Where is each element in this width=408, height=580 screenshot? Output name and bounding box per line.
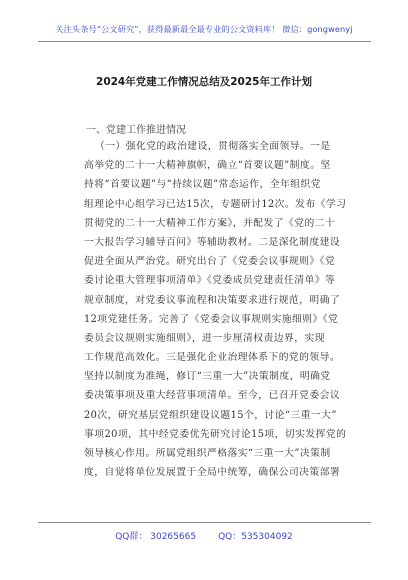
- body-line: 度，自觉将单位发展置于全局中统筹，确保公司决策部署: [84, 467, 341, 479]
- body-line: 促进全面从严治党。研究出台了《党委会议事规则》《党: [84, 256, 336, 268]
- document-body: [84, 137, 352, 482]
- body-line: 坚持以制度为准绳，修订“三重一大”决策制度，明确党: [84, 371, 331, 383]
- footer-divider: [38, 522, 371, 523]
- body-line: 事项20项，其中经党委优先研究讨论15项，切实发挥党的: [84, 428, 347, 440]
- body-line: 高举党的二十一大精神旗帜，确立“首要议题”制度。坚: [84, 160, 331, 172]
- document-title: 2024年党建工作情况总结及2025年工作计划: [96, 76, 312, 88]
- body-line: 工作规范高效化。三是强化企业治理体系下的党的领导。: [84, 352, 341, 364]
- header-divider: [38, 41, 371, 42]
- body-line: 规章制度，对党委议事流程和决策要求进行规范，明确了: [84, 294, 341, 306]
- body-line: 20次，研究基层党组织建设议题15个，讨论“三重一大”: [84, 409, 337, 421]
- section-heading: 一、党建工作推进情况: [86, 125, 186, 136]
- body-line: 组理论中心组学习已达15次，专题研讨12次。发布《学习: [84, 198, 347, 210]
- body-line: 持将“首要议题”与“持续议题”常态运作，全年组织党: [84, 179, 322, 191]
- body-line: （一）强化党的政治建设，贯彻落实全面领导。一是: [95, 141, 331, 152]
- body-line: 12项党建任务。完善了《党委会议事规则实施细则》《党: [84, 313, 339, 325]
- body-line: 委讨论重大管理事项清单》《党委成员党建责任清单》等: [84, 275, 336, 287]
- footer-qq-number: QQ：535304092: [218, 532, 293, 542]
- body-line: 委决策事项及重大经营事项清单。至今，已召开党委会议: [84, 390, 341, 402]
- body-line: 贯彻党的二十一大精神工作方案》，并配发了《党的二十: [84, 217, 336, 229]
- body-line: 委员会议规则实施细则》，进一步厘清权责边界，实现: [84, 332, 326, 344]
- footer-qq-group: QQ群： 30265665: [115, 532, 197, 542]
- header-banner: 关注头条号“公文研究”，获得最新最全最专业的公文资料库！ 微信：gongwenyj: [55, 24, 353, 34]
- body-line: 领导核心作用。所属党组织严格落实“三重一大”决策制: [84, 448, 331, 459]
- footer: [0, 529, 408, 542]
- body-line: 一大报告学习辅导百问》等辅助教材。二是深化制度建设: [84, 236, 341, 248]
